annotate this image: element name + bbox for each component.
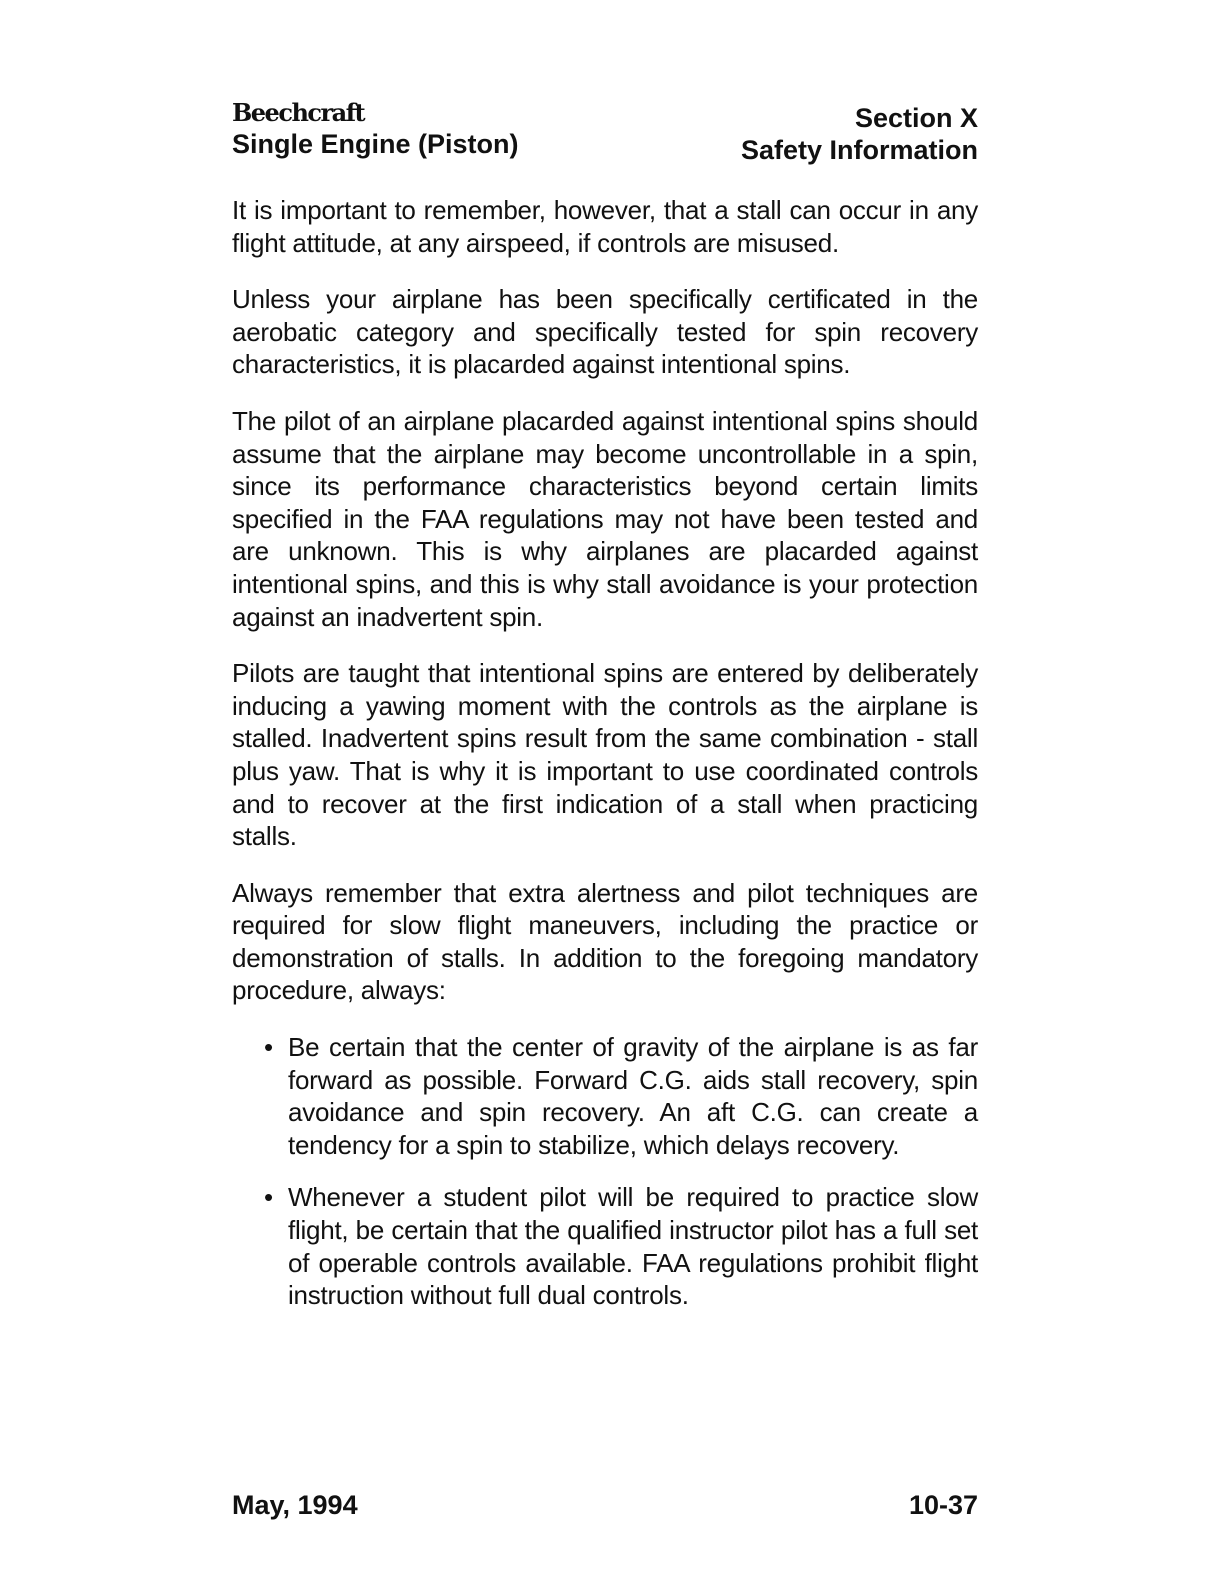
page-header [232, 96, 978, 166]
paragraph-4: Pilots are taught that intentional spins are entered by deliberately inducing a yawing moment with the controls as the airplane is stalled. Inadvertent spins result from the same combination - stall plus yaw. That is why it is important to use coordinated controls and to recover at the first indication of a stall when practicing stalls. [232, 658, 978, 852]
bullet-icon: • [264, 1182, 273, 1213]
header-subtitle: Single Engine (Piston) [232, 129, 519, 159]
paragraph-1: It is important to remember, however, that a stall can occur in any flight attitude, at any airspeed, if controls are misused. [232, 195, 978, 258]
header-right [741, 96, 978, 166]
bullet-list [232, 1031, 978, 1312]
bullet-item [232, 1031, 978, 1161]
bullet-text: Whenever a student pilot will be required to practice slow flight, be certain that the qualified instructor pilot has a full set of operable controls available. FAA regulations prohibit flight instruction without full dual controls. [288, 1182, 978, 1311]
brand-logo: Beechcraft [232, 98, 365, 127]
page-body [232, 194, 978, 1312]
footer-page-number: 10-37 [908, 1490, 978, 1520]
bullet-icon: • [264, 1032, 273, 1063]
paragraph-2: Unless your airplane has been specifically certificated in the aerobatic category and specifically tested for spin recovery characteristics, it is placarded against intentional spins. [232, 284, 978, 380]
bullet-text: Be certain that the center of gravity of the airplane is as far forward as possible. Forward C.G. aids stall recovery, spin avoidance and spin recovery. An aft C.G. can create a tendency for a spin to stabilize, which delays recovery. [288, 1032, 978, 1160]
bullet-item [232, 1181, 978, 1311]
paragraph-3: The pilot of an airplane placarded against intentional spins should assume that the airplane may become uncontrollable in a spin, since its performance characteristics beyond certain limits specified in the FAA regulations may not have been tested and are unknown. This is why airplanes are placarded against intentional spins, and this is why stall avoidance is your protection against an inadvertent spin. [232, 405, 978, 632]
section-title: Safety Information [740, 135, 978, 165]
footer-date: May, 1994 [232, 1490, 358, 1520]
page-footer [232, 1490, 978, 1521]
document-page [232, 96, 978, 1536]
section-number: Section X [854, 103, 978, 133]
header-left [232, 96, 519, 160]
paragraph-5: Always remember that extra alertness and pilot techniques are required for slow flight maneuvers, including the practice or demonstration of stalls. In addition to the foregoing mandatory procedure, always: [232, 877, 978, 1006]
